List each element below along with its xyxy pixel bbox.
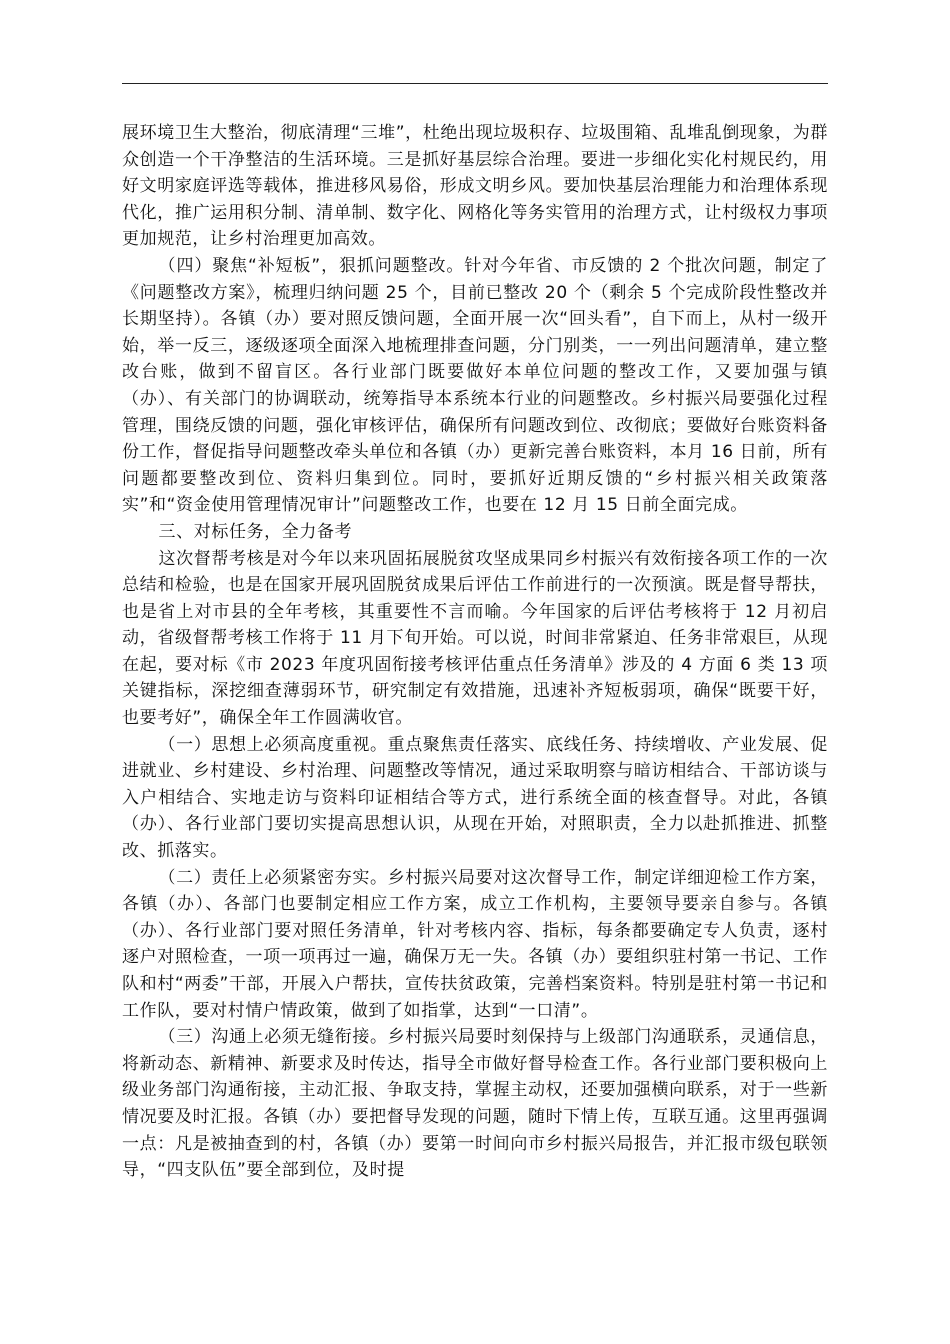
header-rule xyxy=(122,83,828,84)
section-heading-3: 三、对标任务，全力备考 xyxy=(158,521,353,542)
paragraph-subsection-1: （一）思想上必须高度重视。重点聚焦责任落实、底线任务、持续增收、产业发展、促进就业、乡村建设、乡村治理、问题整改等情况，通过采取明察与暗访相结合、干部访谈与入户相结合、实地走访与资料印证相结合等方式，进行系统全面的核查督导。对此，各镇（办）、各行业部门要切实提高思想认识，从现在开始，对照职责，全力以赴抓推进、抓整改、抓落实。 xyxy=(122,734,828,862)
paragraph-subsection-2: （二）责任上必须紧密夯实。乡村振兴局要对这次督导工作，制定详细迎检工作方案，各镇（办）、各部门也要制定相应工作方案，成立工作机构，主要领导要亲自参与。各镇（办）、各行业部门要对照任务清单，针对考核内容、指标，每条都要确定专人负责，逐村逐户对照检查，一项一项再过一遍，确保万无一失。各镇（办）要组织驻村第一书记、工作队和村“两委”干部，开展入户帮扶，宣传扶贫政策，完善档案资料。特别是驻村第一书记和工作队，要对村情户情政策，做到了如指掌，达到“一口清”。 xyxy=(122,867,828,1021)
paragraph-assessment-overview: 这次督帮考核是对今年以来巩固拓展脱贫攻坚成果同乡村振兴有效衔接各项工作的一次总结和检验，也是在国家开展巩固脱贫成果后评估工作前进行的一次预演。既是督导帮扶，也是省上对市县的全年考核，其重要性不言而喻。今年国家的后评估考核将于 12 月初启动，省级督帮考核工作将于 11 月下旬开始。可以说，时间非常紧迫、任务非常艰巨，从现在起，要对标《市 2023 年度巩固衔接考核评估重点任务清单》涉及的 4 方面 6 类 13 项关键指标，深挖细查薄弱环节，研究制定有效措施，迅速补齐短板弱项，确保“既要干好，也要考好”，确保全年工作圆满收官。 xyxy=(122,548,828,729)
paragraph-section-4: （四）聚焦“补短板”，狠抓问题整改。针对今年省、市反馈的 2 个批次问题，制定了《问题整改方案》，梳理归纳问题 25 个，目前已整改 20 个（剩余 5 个完成阶段性整改并长期坚持）。各镇（办）要对照反馈问题，全面开展一次“回头看”，自下而上，从村一级开始，举一反三，逐级逐项全面深入地梳理排查问题，分门别类，一一列出问题清单，建立整改台账，做到不留盲区。各行业部门既要做好本单位问题的整改工作，又要加强与镇（办）、有关部门的协调联动，统筹指导本系统本行业的问题整改。乡村振兴局要强化过程管理，围绕反馈的问题，强化审核评估，确保所有问题改到位、改彻底；要做好台账资料备份工作，督促指导问题整改牵头单位和各镇（办）更新完善台账资料，本月 16 日前，所有问题都要整改到位、资料归集到位。同时，要抓好近期反馈的“乡村振兴相关政策落实”和“资金使用管理情况审计”问题整改工作，也要在 12 月 15 日前全面完成。 xyxy=(122,255,828,516)
paragraph-continued: 展环境卫生大整治，彻底清理“三堆”，杜绝出现垃圾积存、垃圾围箱、乱堆乱倒现象，为群众创造一个干净整洁的生活环境。三是抓好基层综合治理。要进一步细化实化村规民约，用好文明家庭评选等载体，推进移风易俗，形成文明乡风。要加快基层治理能力和治理体系现代化，推广运用积分制、清单制、数字化、网格化等务实管用的治理方式，让村级权力事项更加规范，让乡村治理更加高效。 xyxy=(122,123,828,250)
paragraph-subsection-3: （三）沟通上必须无缝衔接。乡村振兴局要时刻保持与上级部门沟通联系，灵通信息，将新动态、新精神、新要求及时传达，指导全市做好督导检查工作。各行业部门要积极向上级业务部门沟通衔接，主动汇报、争取支持，掌握主动权，还要加强横向联系，对于一些新情况要及时汇报。各镇（办）要把督导发现的问题，随时下情上传，互联互通。这里再强调一点：凡是被抽查到的村，各镇（办）要第一时间向市乡村振兴局报告，并汇报市级包联领导，“四支队伍”要全部到位，及时提 xyxy=(122,1027,828,1181)
document-body xyxy=(122,120,828,1184)
